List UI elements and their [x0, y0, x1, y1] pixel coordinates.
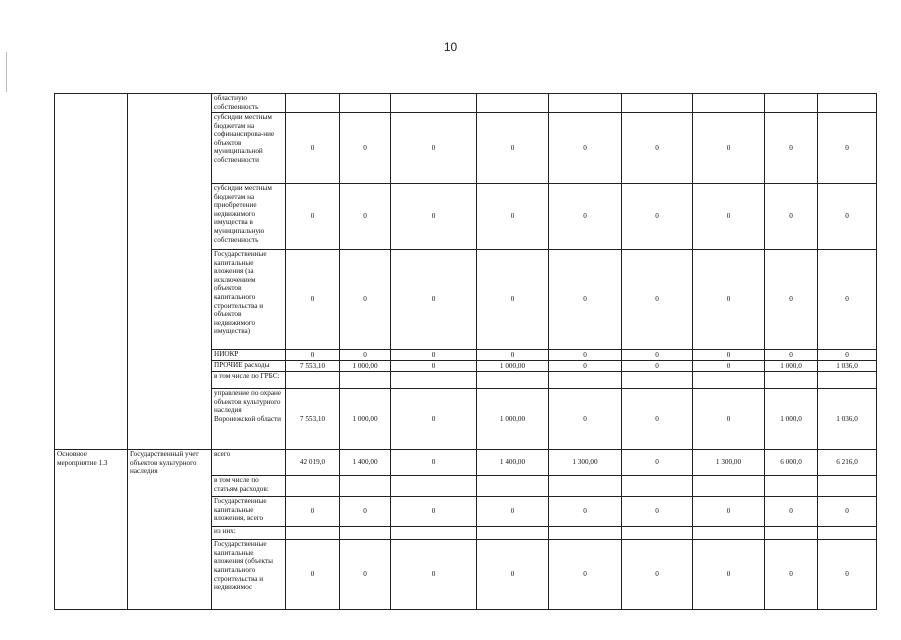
budget-table	[54, 93, 877, 610]
value-cell	[765, 372, 818, 389]
value-cell	[477, 476, 549, 497]
value-cell: 0	[693, 389, 765, 450]
value-cell: 1 000,00	[477, 389, 549, 450]
table-row	[55, 184, 877, 250]
value-cell	[286, 372, 340, 389]
table-row	[55, 372, 877, 389]
value-cell: 0	[340, 250, 391, 350]
value-cell: 0	[477, 497, 549, 527]
table-row	[55, 113, 877, 184]
expense-item-cell: в том числе по статьям расходов:	[212, 476, 286, 497]
event-name-cell: Основное мероприятие 1.3	[55, 450, 128, 476]
value-cell	[818, 476, 877, 497]
event-description-cell: Государственный учет объектов культурного наследия	[128, 450, 212, 476]
value-cell: 7 553,10	[286, 389, 340, 450]
value-cell: 0	[391, 450, 477, 476]
expense-item-cell: в том числе по ГРБС:	[212, 372, 286, 389]
event-description-cell	[128, 361, 212, 372]
value-cell	[391, 527, 477, 540]
value-cell: 0	[693, 113, 765, 184]
value-cell: 1 400,00	[477, 450, 549, 476]
expense-item-cell: из них:	[212, 527, 286, 540]
value-cell	[391, 94, 477, 113]
expense-item-cell: Государственные капитальные вложения (объекты капитального строительства и недвижимос	[212, 540, 286, 610]
value-cell: 0	[622, 389, 693, 450]
value-cell: 6 000,0	[765, 450, 818, 476]
value-cell: 0	[549, 361, 622, 372]
value-cell: 0	[622, 497, 693, 527]
event-description-cell	[128, 476, 212, 497]
value-cell: 0	[622, 350, 693, 361]
value-cell	[818, 527, 877, 540]
value-cell: 0	[340, 350, 391, 361]
value-cell: 0	[477, 540, 549, 610]
event-name-cell	[55, 476, 128, 497]
value-cell	[477, 527, 549, 540]
value-cell: 0	[818, 350, 877, 361]
event-name-cell	[55, 389, 128, 450]
event-description-cell	[128, 184, 212, 250]
value-cell: 0	[693, 497, 765, 527]
value-cell: 0	[391, 350, 477, 361]
event-name-cell	[55, 527, 128, 540]
value-cell: 0	[549, 250, 622, 350]
table-row	[55, 250, 877, 350]
event-name-cell	[55, 540, 128, 610]
expense-item-cell: всего	[212, 450, 286, 476]
value-cell: 0	[549, 540, 622, 610]
value-cell: 0	[391, 113, 477, 184]
value-cell: 0	[622, 540, 693, 610]
value-cell	[818, 94, 877, 113]
expense-item-cell: НИОКР	[212, 350, 286, 361]
value-cell: 0	[477, 250, 549, 350]
value-cell: 0	[622, 361, 693, 372]
expense-item-cell: субсидии местным бюджетам на софинансирова-ние объектов муниципальной собственности	[212, 113, 286, 184]
value-cell: 0	[340, 113, 391, 184]
value-cell: 0	[622, 184, 693, 250]
value-cell: 0	[549, 113, 622, 184]
value-cell: 0	[622, 250, 693, 350]
event-description-cell	[128, 527, 212, 540]
table-row	[55, 476, 877, 497]
expense-item-cell: Государственные капитальные вложения (за исключением объектов капитального строительства и объектов недвижимого имущества)	[212, 250, 286, 350]
value-cell: 0	[549, 184, 622, 250]
value-cell: 0	[818, 497, 877, 527]
value-cell: 0	[818, 113, 877, 184]
value-cell	[340, 372, 391, 389]
value-cell: 0	[286, 540, 340, 610]
value-cell: 0	[391, 184, 477, 250]
value-cell: 0	[286, 113, 340, 184]
expense-item-cell: управление по охране объектов культурного наследия Воронежской области	[212, 389, 286, 450]
value-cell: 1 000,00	[477, 361, 549, 372]
event-description-cell	[128, 113, 212, 184]
value-cell: 0	[286, 250, 340, 350]
value-cell: 0	[286, 497, 340, 527]
value-cell	[693, 94, 765, 113]
table-row	[55, 497, 877, 527]
value-cell: 1 400,00	[340, 450, 391, 476]
value-cell: 0	[391, 540, 477, 610]
value-cell	[693, 372, 765, 389]
value-cell: 1 036,0	[818, 389, 877, 450]
value-cell: 0	[693, 184, 765, 250]
event-description-cell	[128, 372, 212, 389]
value-cell: 0	[765, 184, 818, 250]
event-name-cell	[55, 372, 128, 389]
value-cell: 1 036,0	[818, 361, 877, 372]
table-row	[55, 540, 877, 610]
value-cell: 0	[477, 350, 549, 361]
value-cell: 1 000,00	[340, 389, 391, 450]
event-description-cell	[128, 389, 212, 450]
table-row	[55, 389, 877, 450]
value-cell: 0	[391, 250, 477, 350]
value-cell	[286, 527, 340, 540]
expense-item-cell: областную собственность	[212, 94, 286, 113]
event-description-cell	[128, 94, 212, 113]
scan-margin-mark	[6, 52, 7, 92]
value-cell	[477, 94, 549, 113]
value-cell	[818, 372, 877, 389]
value-cell: 6 216,0	[818, 450, 877, 476]
value-cell: 0	[340, 497, 391, 527]
value-cell: 0	[818, 250, 877, 350]
value-cell: 0	[391, 497, 477, 527]
value-cell: 0	[549, 389, 622, 450]
event-description-cell	[128, 497, 212, 527]
event-name-cell	[55, 350, 128, 361]
value-cell: 0	[765, 113, 818, 184]
event-name-cell	[55, 361, 128, 372]
value-cell: 0	[477, 184, 549, 250]
page-number: 10	[443, 40, 458, 54]
value-cell: 0	[818, 184, 877, 250]
value-cell: 42 019,0	[286, 450, 340, 476]
event-name-cell	[55, 113, 128, 184]
value-cell: 0	[286, 350, 340, 361]
expense-item-cell: ПРОЧИЕ расходы	[212, 361, 286, 372]
value-cell	[765, 527, 818, 540]
value-cell: 7 553,10	[286, 361, 340, 372]
value-cell	[340, 476, 391, 497]
value-cell: 0	[340, 540, 391, 610]
value-cell: 1 000,00	[340, 361, 391, 372]
event-description-cell	[128, 350, 212, 361]
value-cell: 1 300,00	[549, 450, 622, 476]
value-cell	[622, 476, 693, 497]
value-cell: 0	[340, 184, 391, 250]
value-cell: 0	[622, 450, 693, 476]
event-name-cell	[55, 94, 128, 113]
value-cell	[693, 527, 765, 540]
value-cell: 1 300,00	[693, 450, 765, 476]
event-description-cell	[128, 250, 212, 350]
event-name-cell	[55, 497, 128, 527]
value-cell	[549, 476, 622, 497]
table-row	[55, 350, 877, 361]
table-row	[55, 94, 877, 113]
expense-item-cell: субсидии местным бюджетам на приобретение недвижимого имущества в муниципальную собственность	[212, 184, 286, 250]
value-cell: 0	[391, 361, 477, 372]
value-cell: 0	[391, 389, 477, 450]
table-row	[55, 527, 877, 540]
event-name-cell	[55, 184, 128, 250]
value-cell: 0	[622, 113, 693, 184]
value-cell: 0	[693, 540, 765, 610]
expense-item-cell: Государственные капитальные вложения, всего	[212, 497, 286, 527]
value-cell: 0	[477, 113, 549, 184]
value-cell	[765, 94, 818, 113]
value-cell	[286, 94, 340, 113]
value-cell	[622, 372, 693, 389]
value-cell: 0	[549, 497, 622, 527]
value-cell	[765, 476, 818, 497]
value-cell	[391, 476, 477, 497]
value-cell: 0	[693, 250, 765, 350]
table-row	[55, 450, 877, 476]
value-cell: 0	[286, 184, 340, 250]
value-cell: 0	[765, 250, 818, 350]
value-cell	[622, 527, 693, 540]
event-description-cell	[128, 540, 212, 610]
value-cell	[477, 372, 549, 389]
event-name-cell	[55, 250, 128, 350]
value-cell: 0	[818, 540, 877, 610]
value-cell: 0	[693, 350, 765, 361]
value-cell	[391, 372, 477, 389]
value-cell: 0	[765, 497, 818, 527]
value-cell	[340, 94, 391, 113]
value-cell	[622, 94, 693, 113]
value-cell	[340, 527, 391, 540]
table-row	[55, 361, 877, 372]
value-cell: 1 000,0	[765, 361, 818, 372]
value-cell	[549, 527, 622, 540]
value-cell: 0	[693, 361, 765, 372]
value-cell: 0	[765, 540, 818, 610]
value-cell: 0	[549, 350, 622, 361]
value-cell	[549, 372, 622, 389]
value-cell	[693, 476, 765, 497]
value-cell: 1 000,0	[765, 389, 818, 450]
value-cell	[286, 476, 340, 497]
value-cell	[549, 94, 622, 113]
value-cell: 0	[765, 350, 818, 361]
